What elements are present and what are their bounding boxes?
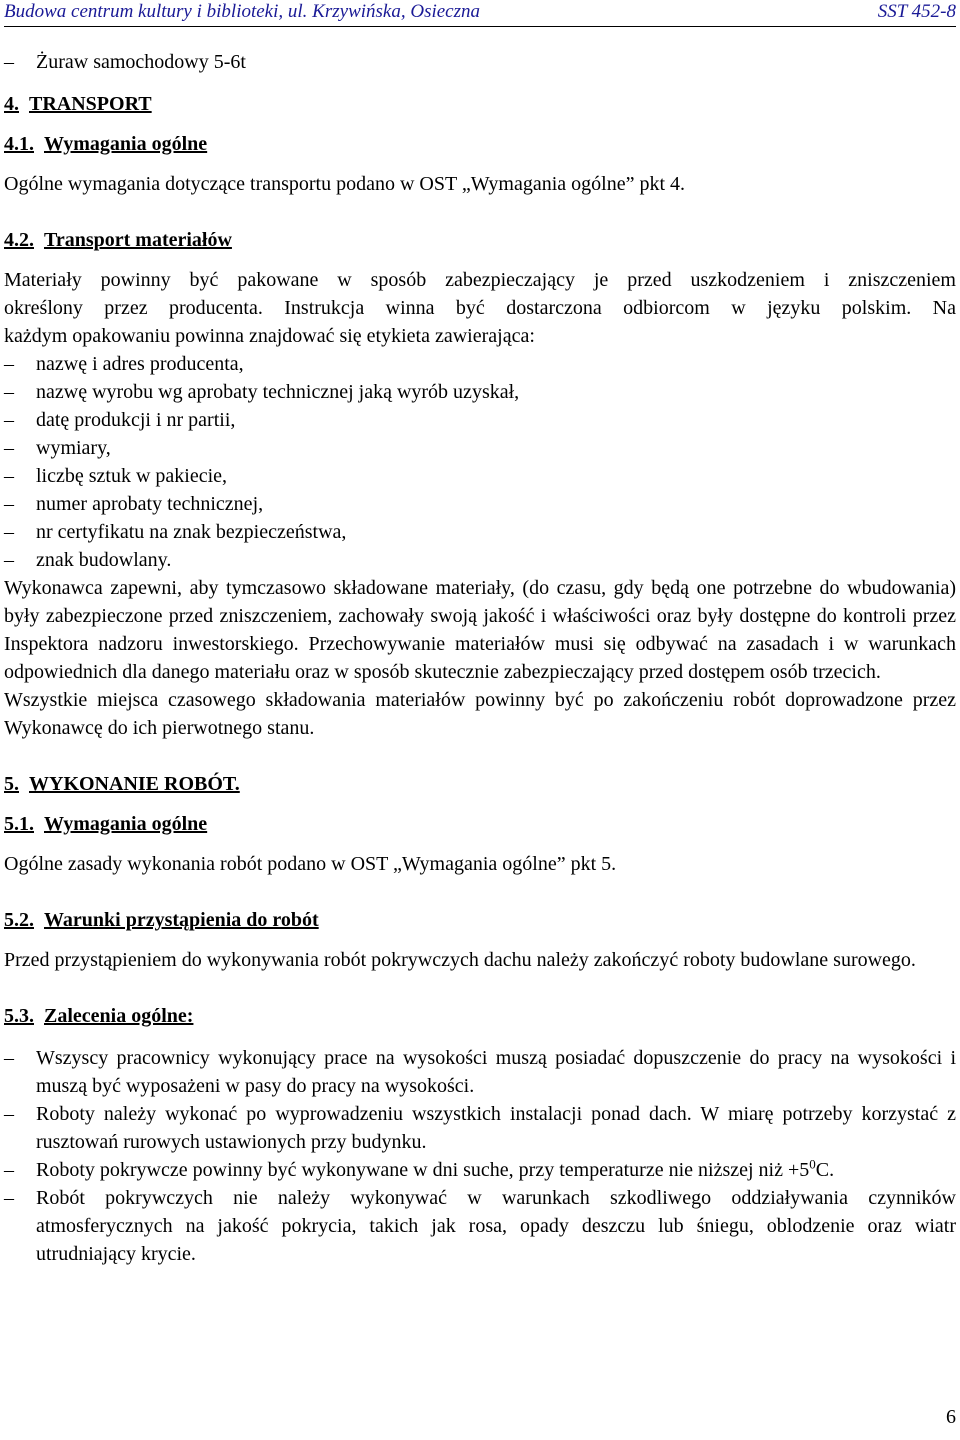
paragraph-storage: Wykonawca zapewni, aby tymczasowo składowane materiały, (do czasu, gdy będą one potrzebne do wbudowania) były zabezpieczone przed zniszczeniem, zachowały swoją jakość i właściwości oraz były dostępne do kontroli przez Inspektora nadzoru inwestorskiego. Przechowywanie materiałów musi się odbywać na zasadach i w warunkach odpowiednich dla danego materiału oraz w sposób skutecznie zabezpieczający przed dostępem osób trzecich. (4, 577, 956, 683)
running-header (4, 0, 956, 27)
list-item-text: Robót pokrywczych nie należy wykonywać w warunkach szkodliwego oddziaływania czynników atmosferycznych na jakość pokrycia, takich jak rosa, opady deszczu lub śniegu, oblodzenie oraz wiatr utrudniający krycie. (36, 1187, 956, 1265)
equipment-list-item (4, 48, 956, 76)
label-contents-list (4, 350, 956, 574)
section-title: WYKONANIE ROBÓT. (29, 773, 240, 795)
list-item (4, 406, 956, 434)
section-number: 5.1. (4, 813, 34, 835)
list-item (4, 378, 956, 406)
dash-bullet: – (4, 51, 14, 73)
list-item (4, 350, 956, 378)
section-title: Wymagania ogólne (44, 813, 208, 835)
general-recommendations-list (4, 1044, 956, 1268)
list-item (4, 1100, 956, 1156)
list-item-text-end: C. (815, 1159, 835, 1181)
paragraph-4-1: Ogólne wymagania dotyczące transportu podano w OST „Wymagania ogólne” pkt 4. (4, 173, 686, 195)
superscript-degree: 0 (809, 1156, 816, 1172)
section-heading-5-3 (4, 1002, 956, 1030)
list-item (4, 1044, 956, 1100)
dash-bullet: – (4, 381, 14, 403)
dash-bullet: – (4, 465, 14, 487)
list-item (4, 434, 956, 462)
section-heading-4 (4, 90, 956, 118)
list-item-text: liczbę sztuk w pakiecie, (36, 465, 228, 487)
dash-bullet: – (4, 549, 14, 571)
dash-bullet: – (4, 1187, 14, 1209)
dash-bullet: – (4, 521, 14, 543)
section-title: TRANSPORT (29, 93, 152, 115)
list-item-text: znak budowlany. (36, 549, 172, 571)
list-item-temperature (36, 1156, 956, 1184)
paragraph-line: określony przez producenta. Instrukcja winna być dostarczona odbiorcom w języku polskim. Na (4, 297, 956, 319)
page-number: 6 (946, 1406, 956, 1428)
list-item-text: datę produkcji i nr partii, (36, 409, 236, 431)
section-number: 4. (4, 93, 19, 115)
section-heading-5-1 (4, 810, 956, 838)
paragraph-line: Materiały powinny być pakowane w sposób zabezpieczający je przed uszkodzeniem i zniszczeniem (4, 269, 956, 291)
document-body (4, 48, 956, 1268)
section-number: 5.2. (4, 909, 34, 931)
list-item (4, 1184, 956, 1268)
list-item (4, 1156, 956, 1184)
paragraph-5-2: Przed przystąpieniem do wykonywania robót pokrywczych dachu należy zakończyć roboty budowlane surowego. (4, 949, 916, 971)
section-heading-4-2 (4, 226, 956, 254)
paragraph-4-2-intro (4, 266, 956, 350)
list-item-text: wymiary, (36, 437, 111, 459)
dash-bullet: – (4, 1103, 14, 1125)
section-title: Wymagania ogólne (44, 133, 208, 155)
list-item-text: nr certyfikatu na znak bezpieczeństwa, (36, 521, 347, 543)
section-title: Warunki przystąpienia do robót (44, 909, 319, 931)
list-item-text: nazwę wyrobu wg aprobaty technicznej jaką wyrób uzyskał, (36, 381, 520, 403)
section-title: Zalecenia ogólne: (44, 1005, 194, 1027)
list-item (4, 546, 956, 574)
list-item-text: Wszyscy pracownicy wykonujący prace na wysokości muszą posiadać dopuszczenie do pracy na wysokości i muszą być wyposażeni w pasy do pracy na wysokości. (36, 1047, 956, 1097)
dash-bullet: – (4, 437, 14, 459)
section-number: 4.1. (4, 133, 34, 155)
dash-bullet: – (4, 1047, 14, 1069)
section-number: 5.3. (4, 1005, 34, 1027)
paragraph-line: każdym opakowaniu powinna znajdować się etykieta zawierająca: (4, 325, 535, 347)
list-item (4, 490, 956, 518)
list-item (4, 462, 956, 490)
list-item-text: nazwę i adres producenta, (36, 353, 244, 375)
header-project-title: Budowa centrum kultury i biblioteki, ul. Krzywińska, Osieczna (4, 1, 481, 22)
dash-bullet: – (4, 409, 14, 431)
section-number: 5. (4, 773, 19, 795)
section-heading-5 (4, 770, 956, 798)
section-number: 4.2. (4, 229, 34, 251)
section-heading-5-2 (4, 906, 956, 934)
paragraph-storage-restore: Wszystkie miejsca czasowego składowania materiałów powinny być po zakończeniu robót doprowadzone przez Wykonawcę do ich pierwotnego stanu. (4, 689, 956, 739)
section-heading-4-1 (4, 130, 956, 158)
paragraph-5-1: Ogólne zasady wykonania robót podano w OST „Wymagania ogólne” pkt 5. (4, 853, 617, 875)
dash-bullet: – (4, 353, 14, 375)
header-spec-code: SST 452-8 (877, 1, 956, 22)
section-title: Transport materiałów (44, 229, 232, 251)
dash-bullet: – (4, 1159, 14, 1181)
list-item-text: Żuraw samochodowy 5-6t (36, 51, 246, 73)
list-item-text: Roboty pokrywcze powinny być wykonywane w dni suche, przy temperaturze nie niższej niż +5 (36, 1159, 810, 1181)
dash-bullet: – (4, 493, 14, 515)
list-item (4, 518, 956, 546)
list-item-text: numer aprobaty technicznej, (36, 493, 264, 515)
list-item-text: Roboty należy wykonać po wyprowadzeniu wszystkich instalacji ponad dach. W miarę potrzeby korzystać z rusztowań rurowych ustawionych przy budynku. (36, 1103, 956, 1153)
